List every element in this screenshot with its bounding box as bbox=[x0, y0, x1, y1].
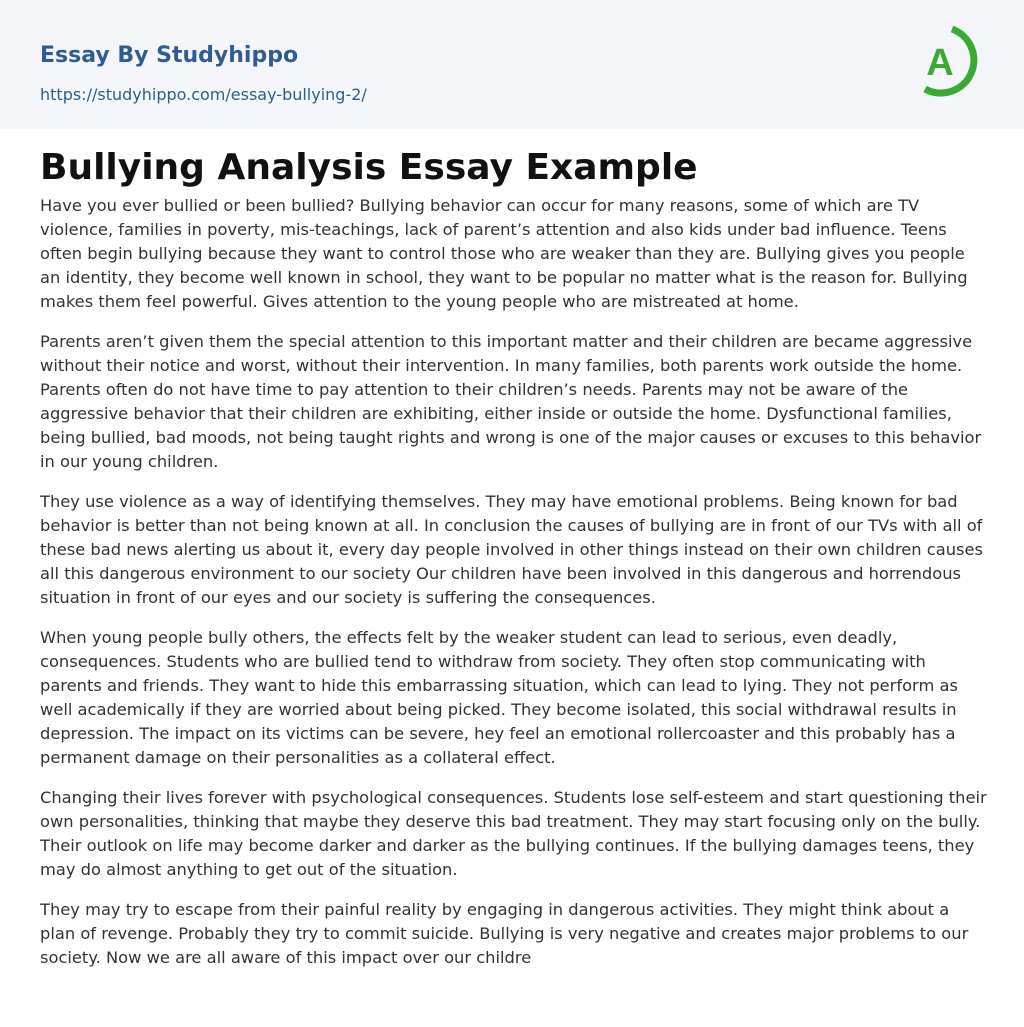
site-brand[interactable]: Essay By Studyhippo bbox=[40, 43, 299, 68]
essay-body bbox=[40, 194, 988, 986]
studyhippo-logo-icon[interactable] bbox=[912, 19, 986, 105]
essay-title: Bullying Analysis Essay Example bbox=[40, 147, 698, 188]
essay-paragraph: Have you ever bullied or been bullied? Bullying behavior can occur for many reasons, some of which are TV violence, families in poverty, mis-teachings, lack of parent’s attention and also kids under bad influence. Teens often begin bullying because they want to control those who are weaker than they are. Bullying gives you people an identity, they become well known in school, they want to be popular no matter what is the reason for. Bullying makes them feel powerful. Gives attention to the young people who are mistreated at home. bbox=[40, 196, 968, 311]
essay-paragraph: Changing their lives forever with psychological consequences. Students lose self-esteem and start questioning their own personalities, thinking that maybe they deserve this bad treatment. They may start focusing only on the bully. Their outlook on life may become darker and darker as the bullying continues. If the bullying damages teens, they may do almost anything to get out of the situation. bbox=[40, 788, 987, 879]
essay-paragraph: Parents aren’t given them the special attention to this important matter and their children are became aggressive without their notice and worst, without their intervention. In many families, both parents work outside the home. Parents often do not have time to pay attention to their children’s needs. Parents may not be aware of the aggressive behavior that their children are exhibiting, either inside or outside the home. Dysfunctional families, being bullied, bad moods, not being taught rights and wrong is one of the major causes or excuses to this behavior in our young children. bbox=[40, 332, 982, 471]
essay-paragraph: They may try to escape from their painful reality by engaging in dangerous activities. They might think about a plan of revenge. Probably they try to commit suicide. Bullying is very negative and creates major problems to our society. Now we are all aware of this impact over our childre bbox=[40, 900, 969, 967]
source-url-link[interactable]: https://studyhippo.com/essay-bullying-2/ bbox=[40, 85, 367, 104]
essay-paragraph: When young people bully others, the effects felt by the weaker student can lead to serious, even deadly, consequences. Students who are bullied tend to withdraw from society. They often stop communicating with parents and friends. They want to hide this embarrassing situation, which can lead to lying. They not perform as well academically if they are worried about being picked. They become isolated, this social withdrawal results in depression. The impact on its victims can be severe, hey feel an emotional rollercoaster and this probably has a permanent damage on their personalities as a collateral effect. bbox=[40, 628, 958, 767]
essay-paragraph: They use violence as a way of identifying themselves. They may have emotional problems. Being known for bad behavior is better than not being known at all. In conclusion the causes of bullying are in front of our TVs with all of these bad news alerting us about it, every day people involved in other things instead on their own children causes all this dangerous environment to our society Our children have been involved in this dangerous and horrendous situation in front of our eyes and our society is suffering the consequences. bbox=[40, 492, 984, 607]
logo-letter: A bbox=[926, 42, 954, 84]
